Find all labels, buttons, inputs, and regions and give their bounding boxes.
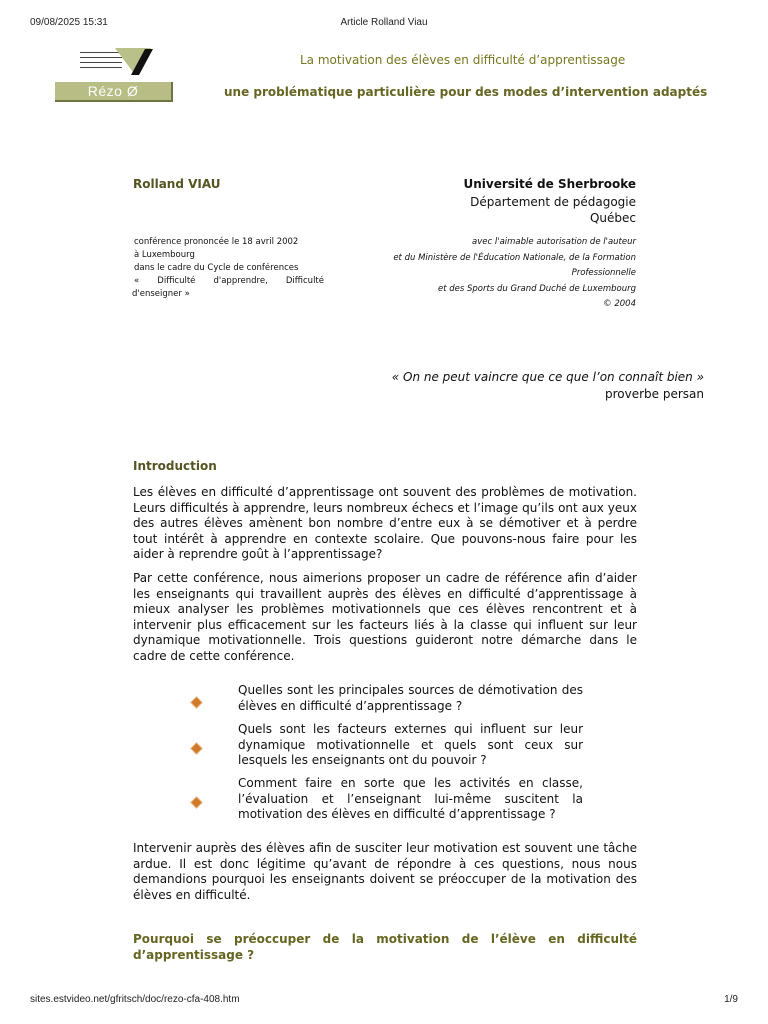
bullet-diamond-icon xyxy=(192,744,202,754)
conference-info xyxy=(134,236,324,301)
page-title: La motivation des élèves en difficulté d’apprentissage xyxy=(300,53,626,67)
department-name: Département de pédagogie xyxy=(470,195,636,209)
bullet-diamond-icon xyxy=(192,798,202,808)
conference-line: « Difficulté d'apprendre, Difficulté xyxy=(134,276,324,286)
ack-line: Professionnelle xyxy=(571,268,636,278)
university-name: Université de Sherbrooke xyxy=(463,177,636,191)
department-block xyxy=(470,194,636,226)
conference-line: à Luxembourg xyxy=(134,250,195,260)
section-heading-why: Pourquoi se préoccuper de la motivation de l’élève en difficulté d’apprentissage ? xyxy=(133,932,637,962)
page-subtitle: une problématique particulière pour des modes d’intervention adaptés xyxy=(224,85,708,99)
acknowledgement xyxy=(336,235,636,313)
intro-paragraph-2: Par cette conférence, nous aimerions proposer un cadre de référence afin d’aider les enseignants qui travaillent auprès des élèves en difficulté d’apprentissage à mieux analyser les problèmes motivationnels que ces élèves rencontrent et à intervenir plus efficacement sur les facteurs liés à la classe qui influent sur leur dynamique motivationnelle. Trois questions guideront notre démarche dans le cadre de cette conférence. xyxy=(133,571,637,663)
ack-line: © 2004 xyxy=(603,299,636,309)
ack-line: et du Ministère de l'Éducation Nationale, de la Formation xyxy=(393,252,636,263)
epigraph-source: proverbe persan xyxy=(604,387,704,401)
print-page-number: 1/9 xyxy=(724,994,738,1005)
author-name: Rolland VIAU xyxy=(133,177,221,191)
bullet-diamond-icon xyxy=(192,698,202,708)
region-name: Québec xyxy=(589,211,636,225)
question-item-1: Quelles sont les principales sources de démotivation des élèves en difficulté d’apprentissage ? xyxy=(238,683,583,713)
ack-line: avec l'aimable autorisation de l'auteur xyxy=(472,237,636,247)
conference-line: dans le cadre du Cycle de conférences xyxy=(134,263,299,273)
intro-paragraph-1: Les élèves en difficulté d’apprentissage ont souvent des problèmes de motivation. Leurs difficultés à apprendre, leurs nombreux échecs et l’image qu’ils ont aux yeux des autres élèves amènent bon nombre d’entre eux à se démotiver et à perdre tout intérêt à apprendre en contexte scolaire. Que pouvons-nous faire pour les aider à reprendre goût à l’apprentissage? xyxy=(133,485,637,562)
epigraph-quote: « On ne peut vaincre que ce que l’on connaît bien » xyxy=(391,370,704,384)
question-item-3: Comment faire en sorte que les activités en classe, l’évaluation et l’enseignant lui-même suscitent la motivation des élèves en difficulté d’apprentissage ? xyxy=(238,776,583,822)
conference-line: d'enseigner » xyxy=(132,289,190,299)
logo-check-icon xyxy=(129,49,153,75)
logo-rezo[interactable]: Rézo Ø xyxy=(55,82,173,102)
intro-paragraph-3: Intervenir auprès des élèves afin de susciter leur motivation est souvent une tâche ardue. Il est donc légitime qu’avant de répondre à ces questions, nous nous demandions pourquoi les enseignants doivent se préoccuper de la motivation des élèves en difficulté. xyxy=(133,841,637,902)
print-page-title: Article Rolland Viau xyxy=(340,17,428,28)
conference-line: conférence prononcée le 18 avril 2002 xyxy=(134,237,299,247)
print-datetime: 09/08/2025 15:31 xyxy=(30,17,108,28)
section-heading-introduction: Introduction xyxy=(133,459,217,473)
question-item-2: Quels sont les facteurs externes qui influent sur leur dynamique motivationnelle et quels sont ceux sur lesquels les enseignants ont du pouvoir ? xyxy=(238,722,583,768)
ack-line: et des Sports du Grand Duché de Luxembourg xyxy=(437,283,636,294)
print-url[interactable]: sites.estvideo.net/gfritsch/doc/rezo-cfa-408.htm xyxy=(30,994,240,1005)
